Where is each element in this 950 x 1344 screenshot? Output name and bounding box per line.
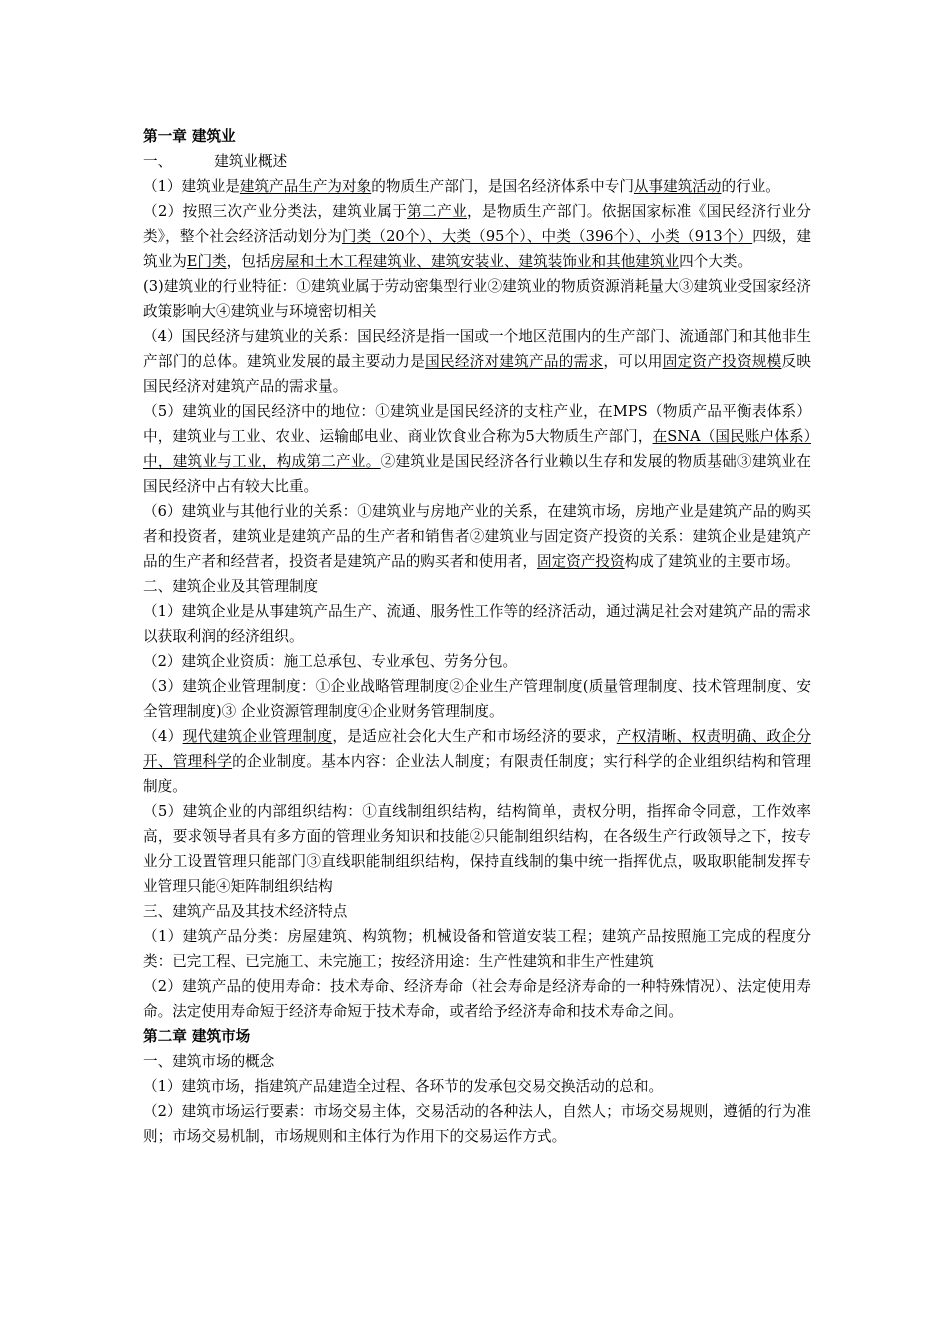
underlined-text: 房屋和土木工程建筑业、建筑安装业、建筑装饰业和其他建筑业 bbox=[270, 253, 680, 270]
section-1-number: 一、 bbox=[143, 153, 173, 170]
paragraph-4 bbox=[143, 324, 811, 399]
paragraph-7: （1）建筑企业是从事建筑产品生产、流通、服务性工作等的经济活动，通过满足社会对建筑产品的需求以获取利润的经济组织。 bbox=[143, 603, 811, 645]
ch2-paragraph-1: （1）建筑市场，指建筑产品建造全过程、各环节的发承包交易交换活动的总和。 bbox=[143, 1078, 664, 1095]
text: ，是适应社会化大生产和市场经济的要求， bbox=[332, 728, 617, 745]
paragraph-3: (3)建筑业的行业特征：①建筑业属于劳动密集型行业②建筑业的物质资源消耗量大③建筑业受国家经济政策影响大④建筑业与环境密切相关 bbox=[143, 278, 811, 320]
underlined-text: 固定资产投资规模 bbox=[662, 353, 782, 370]
underlined-text: 在SNA（国民账户体系）中，建筑业与工业，构成第二产业。 bbox=[143, 428, 811, 470]
section-1-title: 建筑业概述 bbox=[214, 153, 288, 170]
section-1-heading bbox=[143, 149, 811, 174]
text: （6）建筑业与其他行业的关系：①建筑业与房地产业的关系，在建筑市场，房地产业是建筑产品的购买者和投资者，建筑业是建筑产品的生产者和销售者②建筑业与固定资产投资的关系：建筑企业是建筑产品的生产者和经营者，投资者是建筑产品的购买者和使用者， bbox=[143, 503, 811, 570]
paragraph-13: （2）建筑产品的使用寿命：技术寿命、经济寿命（社会寿命是经济寿命的一种特殊情况）、法定使用寿命。法定使用寿命短于经济寿命短于技术寿命，或者给予经济寿命和技术寿命之间。 bbox=[143, 978, 811, 1020]
text: 四级，建筑业为 bbox=[143, 228, 811, 270]
paragraph-10 bbox=[143, 724, 811, 799]
paragraph-8: （2）建筑企业资质：施工总承包、专业承包、劳务分包。 bbox=[143, 653, 518, 670]
text: 的物质生产部门，是国名经济体系中专门 bbox=[371, 178, 634, 195]
text: （2）按照三次产业分类法，建筑业属于 bbox=[143, 203, 408, 220]
text: ，是物质生产部门。依据国家标准《国民经济行业分类》，整个社会经济活动划分为 bbox=[143, 203, 811, 245]
text: ②建筑业是国民经济各行业赖以生存和发展的物质基础③建筑业在国民经济中占有较大比重。 bbox=[143, 453, 811, 495]
text: （5）建筑业的国民经济中的地位：①建筑业是国民经济的支柱产业，在MPS（物质产品平衡表体系）中，建筑业与工业、农业、运输邮电业、商业饮食业合称为5大物质生产部门， bbox=[143, 403, 811, 445]
underlined-text: E门类 bbox=[186, 253, 227, 270]
underlined-text: 第二产业 bbox=[407, 203, 468, 220]
paragraph-1 bbox=[143, 174, 811, 199]
text: 反映国民经济对建筑产品的需求量。 bbox=[143, 353, 811, 395]
underlined-text: 建筑产品生产为对象 bbox=[239, 178, 372, 195]
document-page bbox=[143, 124, 811, 1149]
paragraph-11: （5）建筑企业的内部组织结构：①直线制组织结构，结构简单，责权分明，指挥命令同意，工作效率高，要求领导者具有多方面的管理业务知识和技能②只能制组织结构，在各级生产行政领导之下，按专业分工设置管理只能部门③直线职能制组织结构，保持直线制的集中统一指挥优点，吸取职能制发挥专业管理只能④矩阵制组织结构 bbox=[143, 803, 811, 895]
text: 构成了建筑业的主要市场。 bbox=[624, 553, 800, 570]
underlined-text: 门类（20个）、大类（95个）、中类（396个）、小类（913个） bbox=[341, 228, 753, 245]
paragraph-6 bbox=[143, 499, 811, 574]
section-3-heading: 三、建筑产品及其技术经济特点 bbox=[143, 903, 348, 920]
paragraph-2 bbox=[143, 199, 811, 274]
text: ，可以用 bbox=[603, 353, 663, 370]
text: （4）国民经济与建筑业的关系：国民经济是指一国或一个地区范围内的生产部门、流通部门和其他非生产部门的总体。建筑业发展的最主要动力是 bbox=[143, 328, 811, 370]
paragraph-12: （1）建筑产品分类：房屋建筑、构筑物；机械设备和管道安装工程；建筑产品按照施工完成的程度分类：已完工程、已完施工、未完施工；按经济用途：生产性建筑和非生产性建筑 bbox=[143, 928, 811, 970]
chapter-2-title: 第二章 建筑市场 bbox=[143, 1028, 251, 1045]
text: （1）建筑业是 bbox=[143, 178, 240, 195]
paragraph-5 bbox=[143, 399, 811, 499]
underlined-text: 国民经济对建筑产品的需求 bbox=[425, 353, 604, 370]
underlined-text: 现代建筑企业管理制度 bbox=[182, 728, 333, 745]
chapter-1-title: 第一章 建筑业 bbox=[143, 128, 236, 145]
underlined-text: 从事建筑活动 bbox=[633, 178, 722, 195]
underlined-text: 固定资产投资 bbox=[537, 553, 625, 570]
underlined-text: 产权清晰、权责明确、政企分开、管理科学 bbox=[143, 728, 811, 770]
text: 的企业制度。基本内容：企业法人制度；有限责任制度；实行科学的企业组织结构和管理制度。 bbox=[143, 753, 811, 795]
text: ，包括 bbox=[226, 253, 271, 270]
ch2-paragraph-2: （2）建筑市场运行要素：市场交易主体，交易活动的各种法人，自然人；市场交易规则，遵循的行为准则；市场交易机制，市场规则和主体行为作用下的交易运作方式。 bbox=[143, 1103, 811, 1145]
text: （4） bbox=[143, 728, 183, 745]
text: 四个大类。 bbox=[679, 253, 753, 270]
section-2-heading: 二、建筑企业及其管理制度 bbox=[143, 578, 319, 595]
text: 的行业。 bbox=[721, 178, 780, 195]
ch2-section-1-heading: 一、建筑市场的概念 bbox=[143, 1053, 275, 1070]
paragraph-9: （3）建筑企业管理制度：①企业战略管理制度②企业生产管理制度(质量管理制度、技术管理制度、安全管理制度)③ 企业资源管理制度④企业财务管理制度。 bbox=[143, 678, 811, 720]
